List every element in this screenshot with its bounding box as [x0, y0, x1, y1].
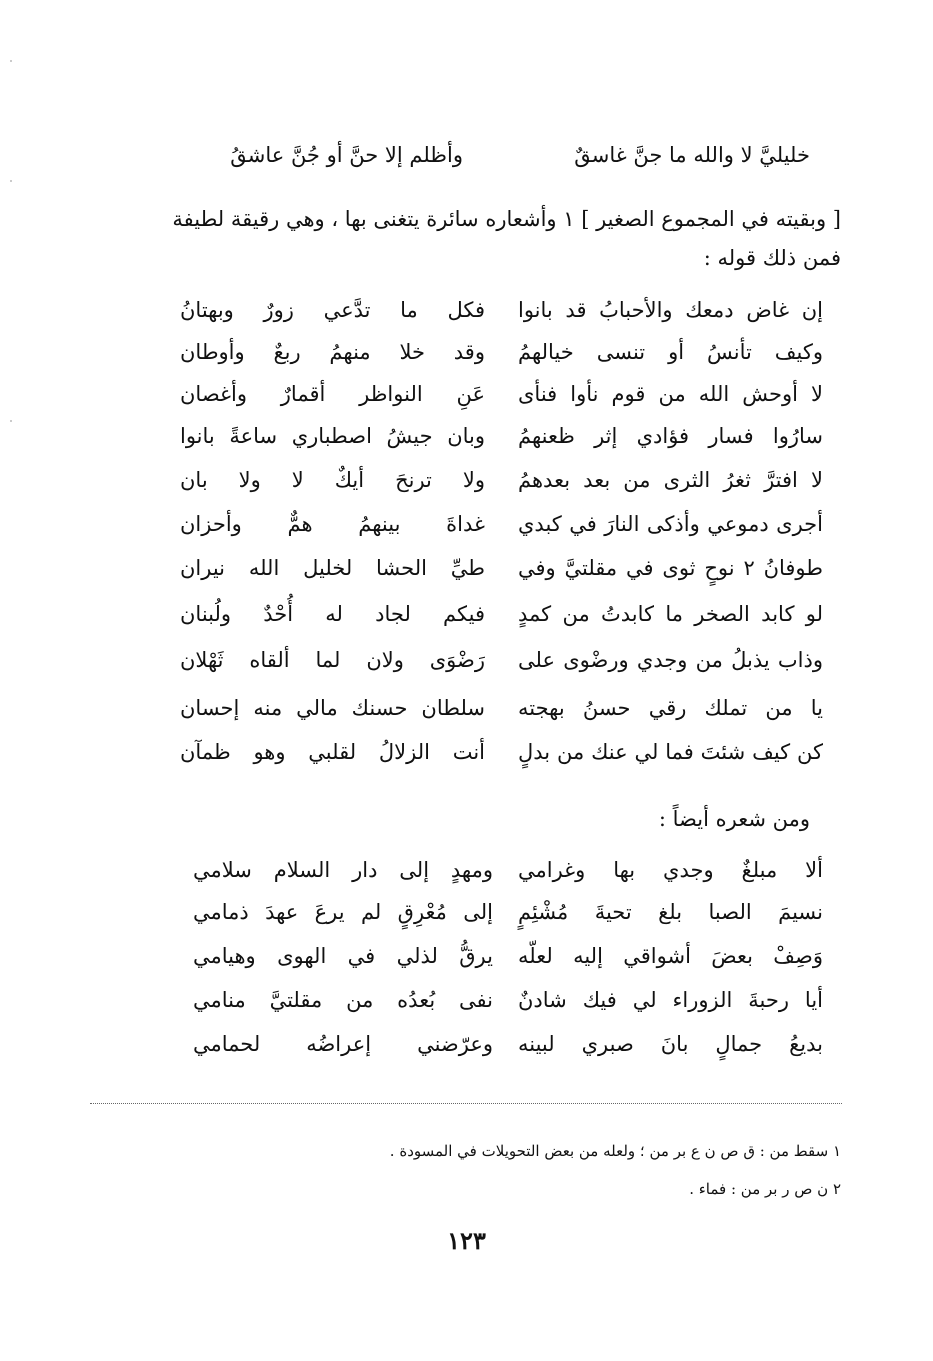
verse-hemistich: لا افترَّ ثغرُ الثرى من بعد بعدهمُ: [518, 468, 823, 492]
poem2-intro: ومن شعره أيضاً :: [658, 807, 810, 831]
verse-hemistich: إلى مُعْرِقٍ لم يرعَ عهدَ ذمامي: [193, 900, 493, 924]
scan-mark: [10, 420, 12, 422]
scan-mark: [10, 60, 12, 62]
verse-hemistich: وعرّضني إعراضُه لحمامي: [193, 1032, 493, 1056]
verse-hemistich: طوفانُ ٢ نوحٍ ثوى في مقلتيَّ وفي: [518, 556, 823, 580]
verse-hemistich: أنت الزلالُ لقلبي وهو ظمآن: [180, 740, 485, 764]
footnote-separator: [90, 1103, 842, 1104]
verse-hemistich: وقد خلا منهمُ ربعٌ وأوطان: [180, 340, 485, 364]
verse-hemistich: فكل ما تدَّعي زورٌ وبهتانُ: [180, 298, 485, 322]
verse-hemistich: فيكم لجاد له أُحْدٌ ولُبنان: [180, 602, 485, 626]
prose-line: فمن ذلك قوله :: [703, 246, 841, 270]
verse-hemistich: أيا رحبةَ الزوراء لي فيك شادنٌ: [518, 988, 823, 1012]
verse-hemistich: يا من تملك رقي حسنُ بهجته: [518, 696, 823, 720]
page-number: ١٢٣: [447, 1226, 486, 1255]
verse-hemistich: طيِّ الحشا لخليل الله نيران: [180, 556, 485, 580]
prose-line: [ وبقيته في المجموع الصغير ] ١ وأشعاره سائرة يتغنى بها ، وهي رقيقة لطيفة: [172, 207, 841, 231]
verse-hemistich: لا أوحش الله من قوم نأوا فنأى: [518, 382, 823, 406]
verse-hemistich: وَصِفْ بعضَ أشواقي إليه لعلّه: [518, 944, 823, 968]
verse-hemistich: نسيمَ الصبا بلغ تحيةَ مُشْئِمٍ: [518, 900, 823, 924]
verse-hemistich: بديعُ جمالٍ بانَ صبري لبينه: [518, 1032, 823, 1056]
verse-hemistich: عَنِ النواظر أقمارٌ وأغصان: [180, 382, 485, 406]
verse-hemistich: ومهدٍ إلى دار السلام سلامي: [193, 858, 493, 882]
verse-hemistich: وبان جيشُ اصطباري ساعةً بانوا: [180, 424, 485, 448]
header-verse-first-hemistich: خليليَّ لا والله ما جنَّ غاسقٌ: [574, 143, 810, 167]
verse-hemistich: أجرى دموعي وأذكى النارَ في كبدي: [518, 512, 823, 536]
verse-hemistich: يرقُّ لذلي في الهوى وهيامي: [193, 944, 493, 968]
verse-hemistich: وكيف تأنسُ أو تنسى خيالهمُ: [518, 340, 823, 364]
verse-hemistich: سارُوا فسار فؤادي إثر ظعنهمُ: [518, 424, 823, 448]
verse-hemistich: نفى بُعدُه من مقلتيَّ منامي: [193, 988, 493, 1012]
verse-hemistich: لو كابد الصخر ما كابدتُ من كمدٍ: [518, 602, 823, 626]
verse-hemistich: كن كيف شئتَ فما لي عنك من بدلٍ: [518, 740, 823, 764]
verse-hemistich: إن غاض دمعك والأحبابُ قد بانوا: [518, 298, 823, 322]
verse-hemistich: سلطان حسنك مالي منه إحسان: [180, 696, 485, 720]
verse-hemistich: ولا ترنحَ أيكٌ لا ولا بان: [180, 468, 485, 492]
verse-hemistich: ألا مبلغٌ وجدي بها وغرامي: [518, 858, 823, 882]
verse-hemistich: وذاب يذبلُ من وجدي ورضْوى على: [518, 648, 823, 672]
footnote: ١ سقط من : ق ص ن ع بر من ؛ ولعله من بعض التحويلات في المسودة .: [389, 1142, 841, 1160]
header-verse-second-hemistich: وأظلم إلا حنَّ أو جُنَّ عاشقُ: [230, 143, 463, 167]
scan-mark: [10, 180, 12, 182]
verse-hemistich: رَضْوَى ولان لما ألقاه ثَهْلان: [180, 648, 485, 672]
footnote: ٢ ن ص ر بر من : فماء .: [689, 1180, 841, 1198]
verse-hemistich: غداةَ بينهمُ همٌّ وأحزان: [180, 512, 485, 536]
